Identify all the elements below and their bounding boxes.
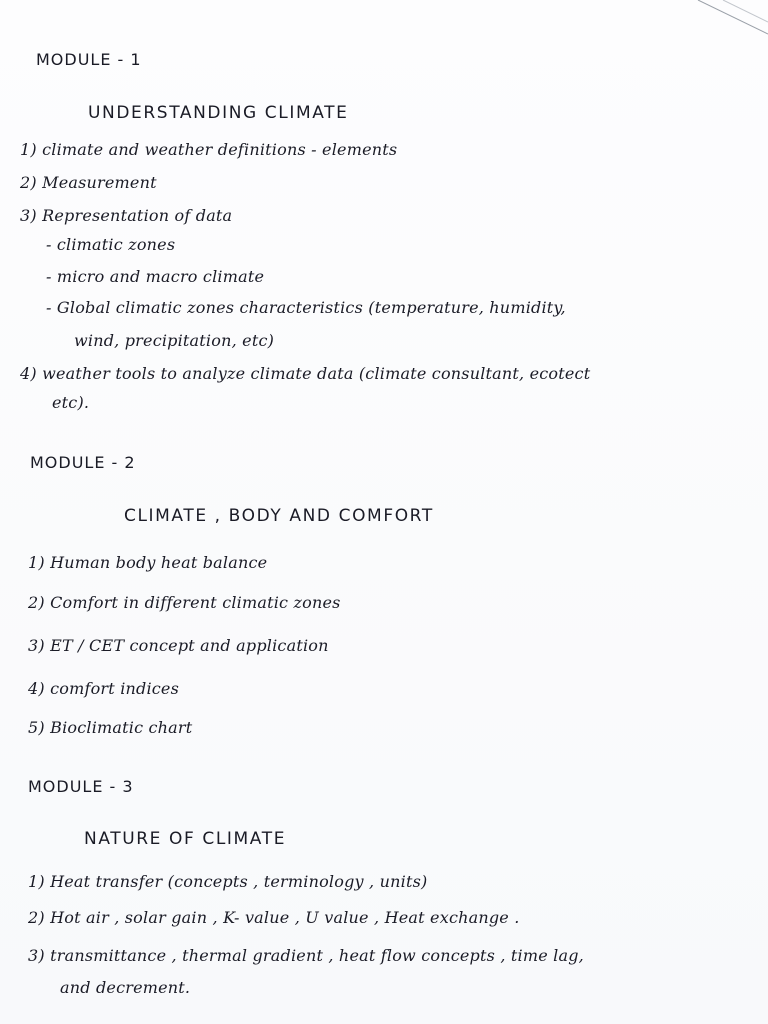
module-3-title: NATURE OF CLIMATE [84, 829, 287, 849]
page-corner-fold [668, 0, 768, 60]
module-3-item-continuation: and decrement. [60, 978, 191, 997]
module-2-item: 5) Bioclimatic chart [28, 718, 193, 737]
module-1-title: UNDERSTANDING CLIMATE [88, 103, 349, 123]
module-1-subitem: - Global climatic zones characteristics (temperature, humidity, [46, 298, 566, 317]
module-3-heading: MODULE - 3 [28, 777, 134, 796]
module-2-item: 1) Human body heat balance [28, 553, 268, 572]
module-3-item: 2) Hot air , solar gain , K- value , U value , Heat exchange . [28, 908, 520, 927]
module-3-item: 3) transmittance , thermal gradient , heat flow concepts , time lag, [28, 946, 584, 965]
module-1-item: 3) Representation of data [20, 206, 233, 225]
module-1-item-continuation: etc). [52, 393, 90, 412]
module-1-subitem-continuation: wind, precipitation, etc) [74, 331, 275, 350]
module-1-subitem: - climatic zones [46, 235, 176, 254]
module-1-heading: MODULE - 1 [36, 50, 142, 69]
module-1-subitem: - micro and macro climate [46, 267, 265, 286]
module-2-item: 2) Comfort in different climatic zones [28, 593, 341, 612]
module-2-title: CLIMATE , BODY AND COMFORT [124, 506, 434, 526]
module-2-heading: MODULE - 2 [30, 453, 136, 472]
module-2-item: 3) ET / CET concept and application [28, 636, 329, 655]
module-2-item: 4) comfort indices [28, 679, 180, 698]
module-1-item: 1) climate and weather definitions - elements [20, 140, 398, 159]
module-1-item: 2) Measurement [20, 173, 157, 192]
module-3-item: 1) Heat transfer (concepts , terminology , units) [28, 872, 428, 891]
module-1-item: 4) weather tools to analyze climate data (climate consultant, ecotect [20, 364, 591, 383]
